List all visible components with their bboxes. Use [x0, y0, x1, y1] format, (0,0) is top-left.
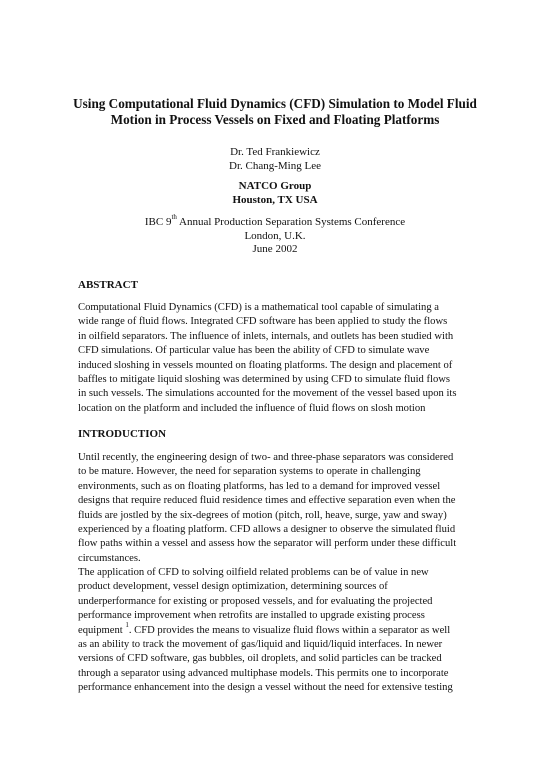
text-line: performance enhancement into the design a vessel without the need for extensive testing	[78, 682, 453, 694]
text-line: designs that require reduced fluid residence times and effective separation even when the	[78, 495, 456, 507]
text-line: product development, vessel design optimization, determining sources of	[78, 581, 388, 593]
text-line: in oilfield separators. The influence of inlets, internals, and outlets has been studied with	[78, 330, 454, 342]
text-line: in such vessels. The simulations accounted for the movement of the vessel based upon its	[78, 388, 457, 400]
text-line: versions of CFD software, gas bubbles, oil droplets, and solid particles can be tracked	[78, 653, 442, 665]
text-line: through a separator using advanced multiphase models. This permits one to incorporate	[78, 667, 449, 679]
conference-info	[60, 213, 490, 257]
text-line: The application of CFD to solving oilfield related problems can be of value in new	[78, 567, 429, 578]
text-line: location on the platform and included the influence of fluid flows on slosh motion	[78, 402, 426, 414]
text-line: induced sloshing in vessels mounted on floating platforms. The design and placement of	[78, 359, 453, 371]
text-line: to be mature. However, the need for separation systems to operate in challenging	[78, 466, 421, 478]
text-line: performance improvement when retrofits are installed to upgrade existing process	[78, 610, 425, 622]
text-line: Computational Fluid Dynamics (CFD) is a mathematical tool capable of simulating a	[78, 302, 439, 313]
introduction-heading: INTRODUCTION	[78, 428, 167, 440]
text-line: wide range of fluid flows. Integrated CFD software has been applied to study the flows	[78, 316, 448, 328]
text-line: baffles to mitigate liquid sloshing was determined by using CFD to simulate fluid flows	[78, 374, 451, 386]
affiliation	[60, 180, 490, 207]
text-line: underperformance for existing or proposed vessels, and for evaluating the projected	[78, 595, 433, 607]
text-line: Until recently, the engineering design of two- and three-phase separators was considered	[78, 452, 454, 463]
text-line: flow paths within a vessel and assess how the separator will perform under these difficult	[78, 538, 457, 550]
organization-location: Houston, TX USA	[232, 193, 318, 206]
author-name: Dr. Chang-Ming Lee	[229, 159, 321, 172]
introduction-paragraph-1	[78, 451, 478, 566]
title-line-1: Using Computational Fluid Dynamics (CFD) Simulation to Model Fluid	[73, 96, 477, 111]
text-line: fluids are jostled by the six-degrees of motion (pitch, roll, heave, surge, yaw and sway)	[78, 509, 447, 521]
text-line: as an ability to track the movement of gas/liquid and liquid/liquid interfaces. In newer	[78, 639, 443, 651]
reference-superscript: 1	[125, 621, 129, 630]
organization-name: NATCO Group	[238, 180, 312, 192]
paper-title	[60, 96, 490, 128]
conference-place: London, U.K.	[244, 229, 306, 242]
title-line-2: Motion in Process Vessels on Fixed and Floating Platforms	[110, 112, 440, 127]
conference-name: IBC 9th Annual Production Separation Systems Conference	[144, 213, 406, 228]
author-name: Dr. Ted Frankiewicz	[230, 146, 320, 158]
text-line: environments, such as on floating platforms, has led to a demand for improved vessel	[78, 480, 441, 492]
text-line-with-reference: equipment $^1$. CFD provides the means to visualize fluid flows within a separator as well	[78, 621, 451, 636]
introduction-paragraph-2	[78, 566, 478, 696]
abstract-heading: ABSTRACT	[78, 279, 138, 291]
text-line: CFD simulations. Of particular value has been the ability of CFD to simulate wave	[78, 345, 430, 357]
author-list	[60, 146, 490, 173]
conference-date: June 2002	[252, 243, 298, 255]
text-line: circumstances.	[78, 552, 141, 564]
abstract-paragraph	[78, 301, 478, 416]
text-line: experienced by a floating platform. CFD allows a designer to observe the simulated fluid	[78, 524, 456, 536]
